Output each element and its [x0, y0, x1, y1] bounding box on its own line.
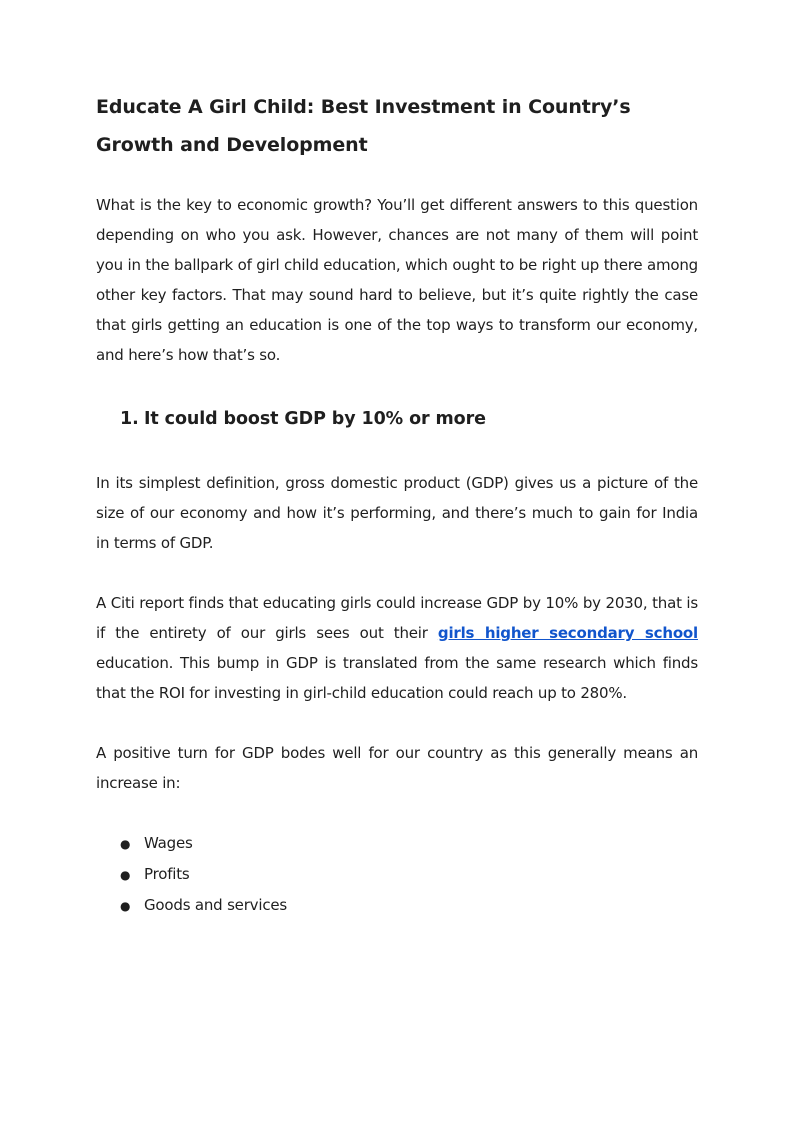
page-title: Educate A Girl Child: Best Investment in Country’s Growth and Development — [96, 96, 631, 156]
bullet-icon: ● — [120, 837, 131, 851]
citi-report-paragraph — [96, 588, 698, 708]
list-item-text: Goods and services — [144, 896, 288, 914]
list-item — [120, 890, 698, 921]
bullet-icon: ● — [120, 899, 131, 913]
list-item-text: Profits — [144, 865, 190, 883]
section-number: 1. — [120, 409, 139, 429]
intro-paragraph: What is the key to economic growth? You’ll get different answers to this question depending on who you ask. However, chances are not many of them will point you in the ballpark of girl child education, which ought to be right up there among other key factors. That may sound hard to believe, but it’s quite rightly the case that girls getting an education is one of the top ways to transform our economy, and here’s how that’s so. — [96, 196, 698, 364]
section-heading — [96, 404, 698, 434]
list-item — [120, 859, 698, 890]
citi-text-before: A Citi report finds that educating girls could increase GDP by 10% by 2030, that is if the entirety of our girls sees out their — [96, 594, 698, 642]
list-item-text: Wages — [144, 834, 193, 852]
citi-text-after: education. This bump in GDP is translated from the same research which finds that the ROI for investing in girl-child education could reach up to 280%. — [96, 654, 698, 702]
higher-secondary-school-link[interactable]: girls higher secondary school — [437, 624, 698, 642]
positive-gdp-paragraph: A positive turn for GDP bodes well for our country as this generally means an increase in: — [96, 744, 698, 792]
gdp-paragraph: In its simplest definition, gross domestic product (GDP) gives us a picture of the size of our economy and how it’s performing, and there’s much to gain for India in terms of GDP. — [96, 474, 698, 552]
increase-list — [96, 828, 698, 921]
bullet-icon: ● — [120, 868, 131, 882]
section-heading-text: It could boost GDP by 10% or more — [144, 409, 486, 429]
document-page — [96, 88, 698, 921]
list-item — [120, 828, 698, 859]
